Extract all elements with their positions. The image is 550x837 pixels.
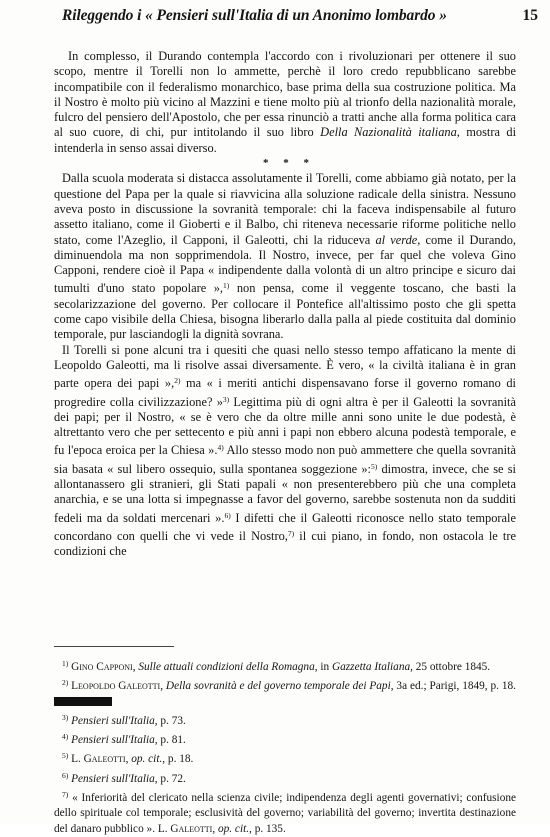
paragraph-1: In complesso, il Durando contempla l'accordo con i rivoluzionari per ottenere il suo scopo, mentre il Torelli non lo ammette, perchè il loro credo repubblicano sarebbe incompatibile con il federalismo monarchico, base prima della sua costruzione politica. Ma il Nostro è molto più vicino al Mazzini e tiene molto più al trionfo della nazionalità morale, fulcro del pensiero dell'Apostolo, che per essa rinunciò a tratti anche alla forma politica cara al suo cuore, di chi, pur intitolando il suo libro Della Nazionalità italiana, mostra di intenderla in senso assai diverso. (54, 49, 517, 155)
footnote-6: $^{6)}$ Pensieri sull'Italia, p. 72. (62, 770, 186, 785)
footnote-2: $^{2)}$ Leopoldo Galeotti, Della sovranità e del governo temporale dei Papi, 3a ed.; Parigi, 1849, p. 18. (54, 675, 516, 710)
paragraph-3: Il Torelli si pone alcuni tra i quesiti che quasi nello stesso tempo affaticano la mente di Leopoldo Galeotti, ma li risolve assai diversamente. È vero, « la civiltà italiana è in gran parte opera dei papi »,$^{2)}$ ma « i meriti antichi dispensavano forse il governo romano di progredire colla civilizzazione? »$^{3)}$ Legittima più di ogni altra è per il Galeotti la sovranità dei papi; per il Nostro, « se è vero che da oltre mille anni sono unite le due podestà, è altrettanto vero che per settecento e più anni i papi non ebbero alcuna podestà temporale, e fu l'epoca eroica per la Chiesa ».$^{4)}$ Allo stesso modo non può ammettere che quella sovranità sia basata « sul libero ossequio, sulla spontanea soggezione »:$^{5)}$ dimostra, invece, che se si allontanassero gli stranieri, gli Stati papali « non presenterebbero più che una completa anarchia, e se una lotta si impegnasse a favor del governo, sarebbe sostenuta non da sudditi fedeli ma da soldati mercenari ».$^{6)}$ I difetti che il Galeotti riconosce nello stato temporale concordano con quelli che vi vede il Nostro,$^{7)}$ il cui piano, in fondo, non ostacola le tre condizioni che (54, 342, 516, 559)
footnote-3: $^{3)}$ Pensieri sull'Italia, p. 73. (62, 712, 186, 727)
footnote-ref-3[interactable]: 3) (222, 394, 230, 404)
footnote-ref-1[interactable]: 1) (223, 281, 230, 291)
footnote-ref-7[interactable]: 7) (287, 528, 295, 538)
footnote-5: $^{5)}$ L. Galeotti, op. cit., p. 18. (62, 751, 194, 766)
footnote-ref-6[interactable]: 6) (224, 510, 231, 520)
footnote-rule (54, 646, 174, 647)
footnote-author: Leopoldo Galeotti (71, 680, 161, 693)
footnote-author: Gino Capponi (71, 661, 133, 673)
paragraph-2: Dalla scuola moderata si distacca assolutamente il Torelli, come abbiamo già notato, per la questione del Papa per la quale si riavvicina alla soluzione radicale della sinistra. Nessuno aveva posto in discussione la sovranità temporale: chi la faceva indispensabile al futuro assetto italiano, come il Gioberti e il Balbo, chi riteneva necessarie riforme politiche nello stato, come l'Azeglio, il Capponi, il Galeotti, chi la riduceva al verde, come il Durando, diminuendola ma non sopprimendola. Il Nostro, invece, per far quel che voleva Gino Capponi, rendere cioè il Papa « indipendente dalla volontà di un altro principe e sicuro dai tumulti d'uno stato popolare »,$^{1)}$ non pensa, come il veggente toscano, che basti la secolarizzazione del governo. Per collocare il Pontefice all'altissimo posto che gli spetta come capo visibile della Chiesa, bisogna liberarlo dalla palla al piede costituita dal dominio temporale, pur lasciandogli la dignità sovrana. (54, 171, 516, 342)
section-separator: * * * (263, 157, 315, 170)
footnote-ref-2[interactable]: 2) (174, 376, 181, 386)
main-text (54, 49, 516, 560)
redaction-mark (54, 697, 112, 706)
book-title: Della Nazionalità italiana (320, 125, 457, 140)
footnote-ref-4[interactable]: 4) (217, 443, 224, 453)
footnotes (54, 656, 516, 837)
running-title: Rileggendo i « Pensieri sull'Italia di un Anonimo lombardo » (62, 7, 447, 24)
footnote-4: $^{4)}$ Pensieri sull'Italia, p. 81. (62, 732, 186, 747)
footnote-ref-5[interactable]: 5) (371, 461, 378, 471)
running-header (62, 7, 538, 29)
footnote-7: $^{7)}$ « Inferiorità del clericato nella scienza civile; indipendenza degli agenti governativi; confusione dello spirituale col temporale; esclusività del governo; variabilità del governo; invertita destinazione del danaro pubblico ». L. Galeotti, op. cit., p. 135. (54, 790, 517, 835)
emphasis-al-verde: al verde (375, 232, 418, 247)
page-number: 15 (522, 7, 538, 24)
footnote-1: $^{1)}$ Gino Capponi, Sulle attuali condizioni della Romagna, in Gazzetta Italiana, 25 ottobre 1845. (62, 659, 491, 673)
